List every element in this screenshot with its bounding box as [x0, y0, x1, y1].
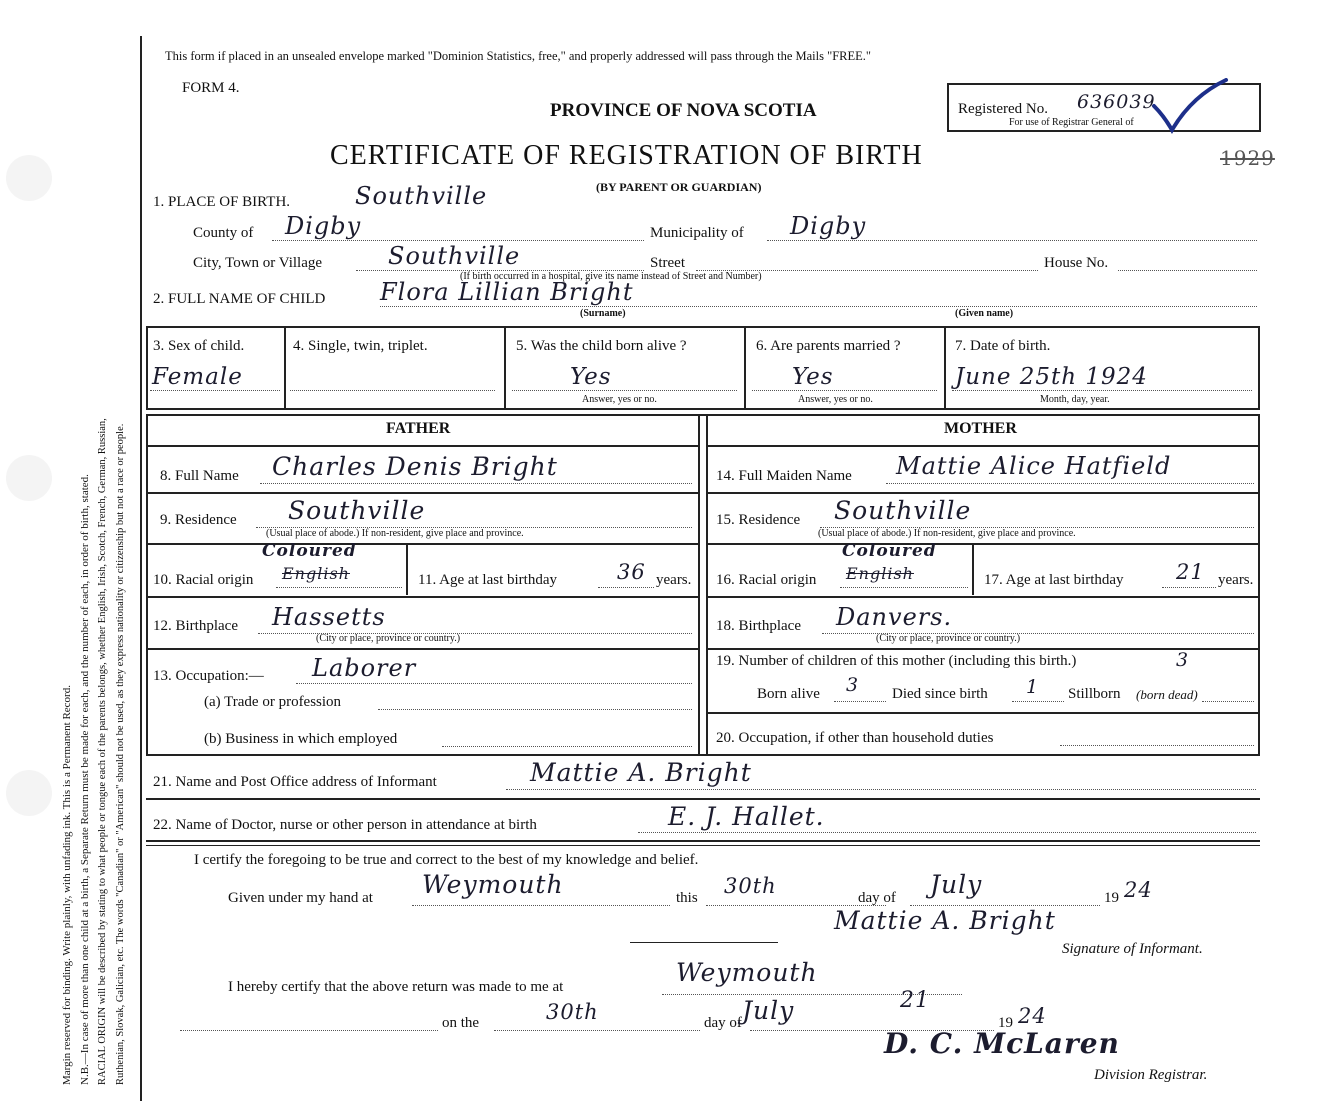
parents-married-note: Answer, yes or no. — [798, 394, 873, 405]
mother-children-value: 3 — [1176, 649, 1190, 671]
died-since-birth-count: 1 — [1026, 676, 1040, 698]
row3-divider-4 — [944, 326, 946, 410]
father-residence-label: 9. Residence — [160, 512, 237, 528]
street-label: Street — [650, 255, 685, 271]
mother-age-line — [1162, 587, 1216, 588]
father-birthplace-label: 12. Birthplace — [153, 618, 238, 634]
mail-notice: This form if placed in an unsealed envelope marked "Dominion Statistics, free," and properly addressed will pass through the Mails "FREE." — [165, 49, 872, 63]
binding-margin-line — [140, 36, 142, 1101]
mother-racial-value: Coloured — [842, 541, 937, 561]
heading-underline-father — [146, 445, 698, 447]
side-note-racial-origin: RACIAL ORIGIN will be described by stating to what people or tongue each of the parents belongs, whether English, Irish, Scotch, French, German, Russian, — [97, 418, 108, 1085]
mother-row-divider-3 — [706, 596, 1260, 598]
place-of-birth-label: 1. PLACE OF BIRTH. — [153, 194, 291, 210]
father-age-unit: years. — [656, 572, 692, 588]
city-label: City, Town or Village — [193, 255, 323, 271]
row3-divider-3 — [744, 326, 746, 410]
certify-statement: I certify the foregoing to be true and correct to the best of my knowledge and belief. — [194, 852, 699, 868]
date-of-birth-line — [952, 390, 1252, 391]
born-alive-answer: Yes — [570, 364, 612, 390]
province-heading: PROVINCE OF NOVA SCOTIA — [550, 100, 817, 121]
row3-divider-1 — [284, 326, 286, 410]
father-birthplace-note: (City or place, province or country.) — [316, 633, 461, 644]
father-row-divider-4 — [146, 648, 698, 650]
doctor-label: 22. Name of Doctor, nurse or other person in attendance at birth — [153, 817, 537, 833]
mother-age-value: 21 — [1176, 560, 1205, 584]
informant-line — [506, 789, 1256, 790]
registrar-place-value: Weymouth — [676, 958, 818, 987]
date-of-birth-label: 7. Date of birth. — [955, 338, 1051, 354]
house-number-label: House No. — [1044, 255, 1109, 271]
registrar-line-left — [180, 1030, 438, 1031]
registrar-day-value: 30th — [546, 1000, 599, 1024]
county-line — [272, 240, 644, 241]
given-year-value: 24 — [1124, 878, 1153, 902]
row3-right-border — [1258, 326, 1260, 410]
father-row-divider-3 — [146, 596, 698, 598]
doctor-line — [638, 832, 1256, 833]
father-racial-label: 10. Racial origin — [153, 572, 254, 588]
given-under-hand-label: Given under my hand at — [228, 890, 373, 906]
registrar-general-note: For use of Registrar General of — [1009, 117, 1134, 128]
parents-left-border — [146, 414, 148, 756]
certificate-subtitle: (BY PARENT OR GUARDIAN) — [596, 180, 762, 194]
given-day-value: 30th — [724, 874, 777, 898]
certificate-title: CERTIFICATE OF REGISTRATION OF BIRTH — [330, 140, 923, 171]
registrar-year-prefix: 19 — [998, 1015, 1013, 1031]
father-row-divider-1 — [146, 492, 698, 494]
born-alive-label: Born alive — [757, 686, 820, 702]
parents-center-left — [698, 414, 700, 756]
child-name-value: Flora Lillian Bright — [380, 278, 634, 306]
informant-value: Mattie A. Bright — [530, 758, 752, 787]
born-alive-line — [512, 390, 737, 391]
city-value: Southville — [388, 242, 521, 270]
born-alive-count-line — [834, 701, 886, 702]
surname-note: (Surname) — [580, 308, 626, 319]
mother-children-label: 19. Number of children of this mother (including this birth.) — [716, 653, 1077, 669]
given-year-prefix: 19 — [1104, 890, 1119, 906]
stillborn-note: (born dead) — [1136, 687, 1198, 702]
parents-married-answer: Yes — [792, 364, 834, 390]
parents-married-line — [752, 390, 937, 391]
informant-divider — [146, 798, 1260, 800]
municipality-label: Municipality of — [650, 225, 744, 241]
born-alive-question-label: 5. Was the child born alive ? — [516, 338, 687, 354]
father-occupation-label: 13. Occupation:— — [153, 668, 264, 684]
child-name-line — [380, 306, 1257, 307]
child-name-label: 2. FULL NAME OF CHILD — [153, 291, 326, 307]
section-divider-top — [146, 840, 1260, 842]
side-note-nationality: Ruthenian, Slovak, Galician, etc. The words "Canadian" or "American" should not be used, as they express nationality or citizenship but not a race or people. — [115, 423, 126, 1085]
father-racial-value: Coloured — [262, 541, 357, 561]
division-registrar-signature: D. C. McLaren — [884, 1027, 1120, 1060]
signature-blank-line — [630, 942, 778, 943]
mother-heading: MOTHER — [944, 420, 1017, 437]
municipality-line — [767, 240, 1257, 241]
informant-label: 21. Name and Post Office address of Informant — [153, 774, 437, 790]
informant-signature: Mattie A. Bright — [834, 906, 1056, 935]
father-trade-line — [378, 709, 692, 710]
father-racial-struck: English — [282, 564, 350, 583]
division-registrar-label: Division Registrar. — [1094, 1067, 1208, 1083]
county-value: Digby — [285, 212, 362, 240]
mother-name-label: 14. Full Maiden Name — [716, 468, 852, 484]
municipality-value: Digby — [790, 212, 867, 240]
father-trade-label: (a) Trade or profession — [204, 694, 342, 710]
father-residence-note: (Usual place of abode.) If non-resident, give place and province. — [266, 528, 524, 539]
father-name-value: Charles Denis Bright — [272, 452, 558, 481]
mother-racial-line — [840, 587, 968, 588]
plurality-label: 4. Single, twin, triplet. — [293, 338, 428, 354]
parents-bottom-border — [146, 754, 1260, 756]
father-name-label: 8. Full Name — [160, 468, 239, 484]
father-occupation-value: Laborer — [312, 654, 417, 682]
mother-name-line — [886, 483, 1254, 484]
row3-divider-2 — [504, 326, 506, 410]
sex-line — [150, 390, 280, 391]
heading-underline-mother — [706, 445, 1260, 447]
informant-signature-label: Signature of Informant. — [1062, 941, 1203, 957]
born-alive-note: Answer, yes or no. — [582, 394, 657, 405]
mother-occupation-line — [1060, 745, 1254, 746]
mother-racial-label: 16. Racial origin — [716, 572, 817, 588]
given-day-of-label: day of — [858, 890, 896, 906]
father-row-divider-2 — [146, 543, 698, 545]
mother-row-divider-5 — [706, 712, 1260, 714]
row3-top-border — [146, 326, 1260, 328]
registrar-day-of-label: day of — [704, 1015, 742, 1031]
date-of-birth-value: June 25th 1924 — [955, 364, 1148, 390]
given-place-line — [412, 905, 670, 906]
mother-row-divider-1 — [706, 492, 1260, 494]
mother-row-divider-2 — [706, 543, 1260, 545]
father-business-label: (b) Business in which employed — [204, 731, 398, 747]
parents-center-right — [706, 414, 708, 756]
father-occupation-line — [296, 683, 692, 684]
side-note-binding: Margin reserved for binding. Write plainly, with unfading ink. This is a Permanent Record. — [61, 685, 73, 1085]
mother-age-unit: years. — [1218, 572, 1254, 588]
registered-number-value: 636039 — [1077, 91, 1156, 113]
sex-label: 3. Sex of child. — [153, 338, 245, 354]
check-mark-icon — [1150, 78, 1230, 138]
given-this-label: this — [676, 890, 698, 906]
row3-left-border — [146, 326, 148, 410]
stillborn-line — [1202, 701, 1254, 702]
registrar-statement: I hereby certify that the above return was made to me at — [228, 979, 564, 995]
place-of-birth-value: Southville — [355, 182, 488, 210]
born-alive-count: 3 — [846, 674, 860, 696]
registrar-number: 21 — [900, 988, 930, 1013]
father-age-value: 36 — [617, 560, 646, 584]
mother-birthplace-value: Danvers. — [836, 603, 953, 631]
doctor-value: E. J. Hallet. — [668, 802, 825, 831]
row3-bottom-border — [146, 408, 1260, 410]
died-since-birth-line — [1012, 701, 1064, 702]
parents-top-border — [146, 414, 1260, 416]
sex-value: Female — [152, 364, 243, 390]
mother-racial-divider — [972, 545, 974, 595]
county-label: County of — [193, 225, 254, 241]
died-since-birth-label: Died since birth — [892, 686, 988, 702]
father-birthplace-value: Hassetts — [272, 603, 386, 631]
parents-right-border — [1258, 414, 1260, 756]
mother-name-value: Mattie Alice Hatfield — [896, 452, 1172, 480]
given-name-note: (Given name) — [955, 308, 1014, 319]
registrar-year-value: 24 — [1018, 1004, 1047, 1028]
punch-hole-top — [6, 155, 52, 201]
side-note-multiple-births: N.B.—In case of more than one child at a birth, a Separate Return must be made for each, and the number of each, in order of birth, stated. — [79, 474, 91, 1085]
form-number: FORM 4. — [182, 80, 240, 96]
mother-residence-value: Southville — [834, 496, 972, 525]
mother-residence-label: 15. Residence — [716, 512, 801, 528]
father-age-line — [598, 587, 654, 588]
father-residence-value: Southville — [288, 496, 426, 525]
given-place-value: Weymouth — [422, 870, 564, 899]
registered-label: Registered No. — [958, 101, 1048, 117]
mother-birthplace-label: 18. Birthplace — [716, 618, 801, 634]
year-mark: 1929 — [1220, 146, 1275, 170]
mother-residence-note: (Usual place of abode.) If non-resident, give place and province. — [818, 528, 1076, 539]
mother-age-label: 17. Age at last birthday — [984, 572, 1124, 588]
father-racial-line — [276, 587, 402, 588]
hospital-note: (If birth occurred in a hospital, give its name instead of Street and Number) — [460, 271, 762, 282]
parents-married-label: 6. Are parents married ? — [756, 338, 901, 354]
registrar-month-value: July — [742, 996, 795, 1025]
father-racial-divider — [406, 545, 408, 595]
given-month-value: July — [930, 870, 983, 899]
house-number-line — [1118, 270, 1257, 271]
registrar-day-line — [494, 1030, 700, 1031]
stillborn-label: Stillborn — [1068, 686, 1121, 702]
father-name-line — [260, 483, 692, 484]
mother-occupation-label: 20. Occupation, if other than household duties — [716, 730, 994, 746]
father-heading: FATHER — [386, 420, 451, 437]
father-business-line — [442, 746, 692, 747]
registrar-on-the-label: on the — [442, 1015, 480, 1031]
mother-birthplace-note: (City or place, province or country.) — [876, 633, 1021, 644]
punch-hole-bottom — [6, 770, 52, 816]
date-of-birth-note: Month, day, year. — [1040, 394, 1110, 405]
punch-hole-middle — [6, 455, 52, 501]
father-age-label: 11. Age at last birthday — [418, 572, 557, 588]
section-divider-bottom — [146, 845, 1260, 846]
mother-racial-struck: English — [846, 564, 914, 583]
plurality-line — [290, 390, 495, 391]
